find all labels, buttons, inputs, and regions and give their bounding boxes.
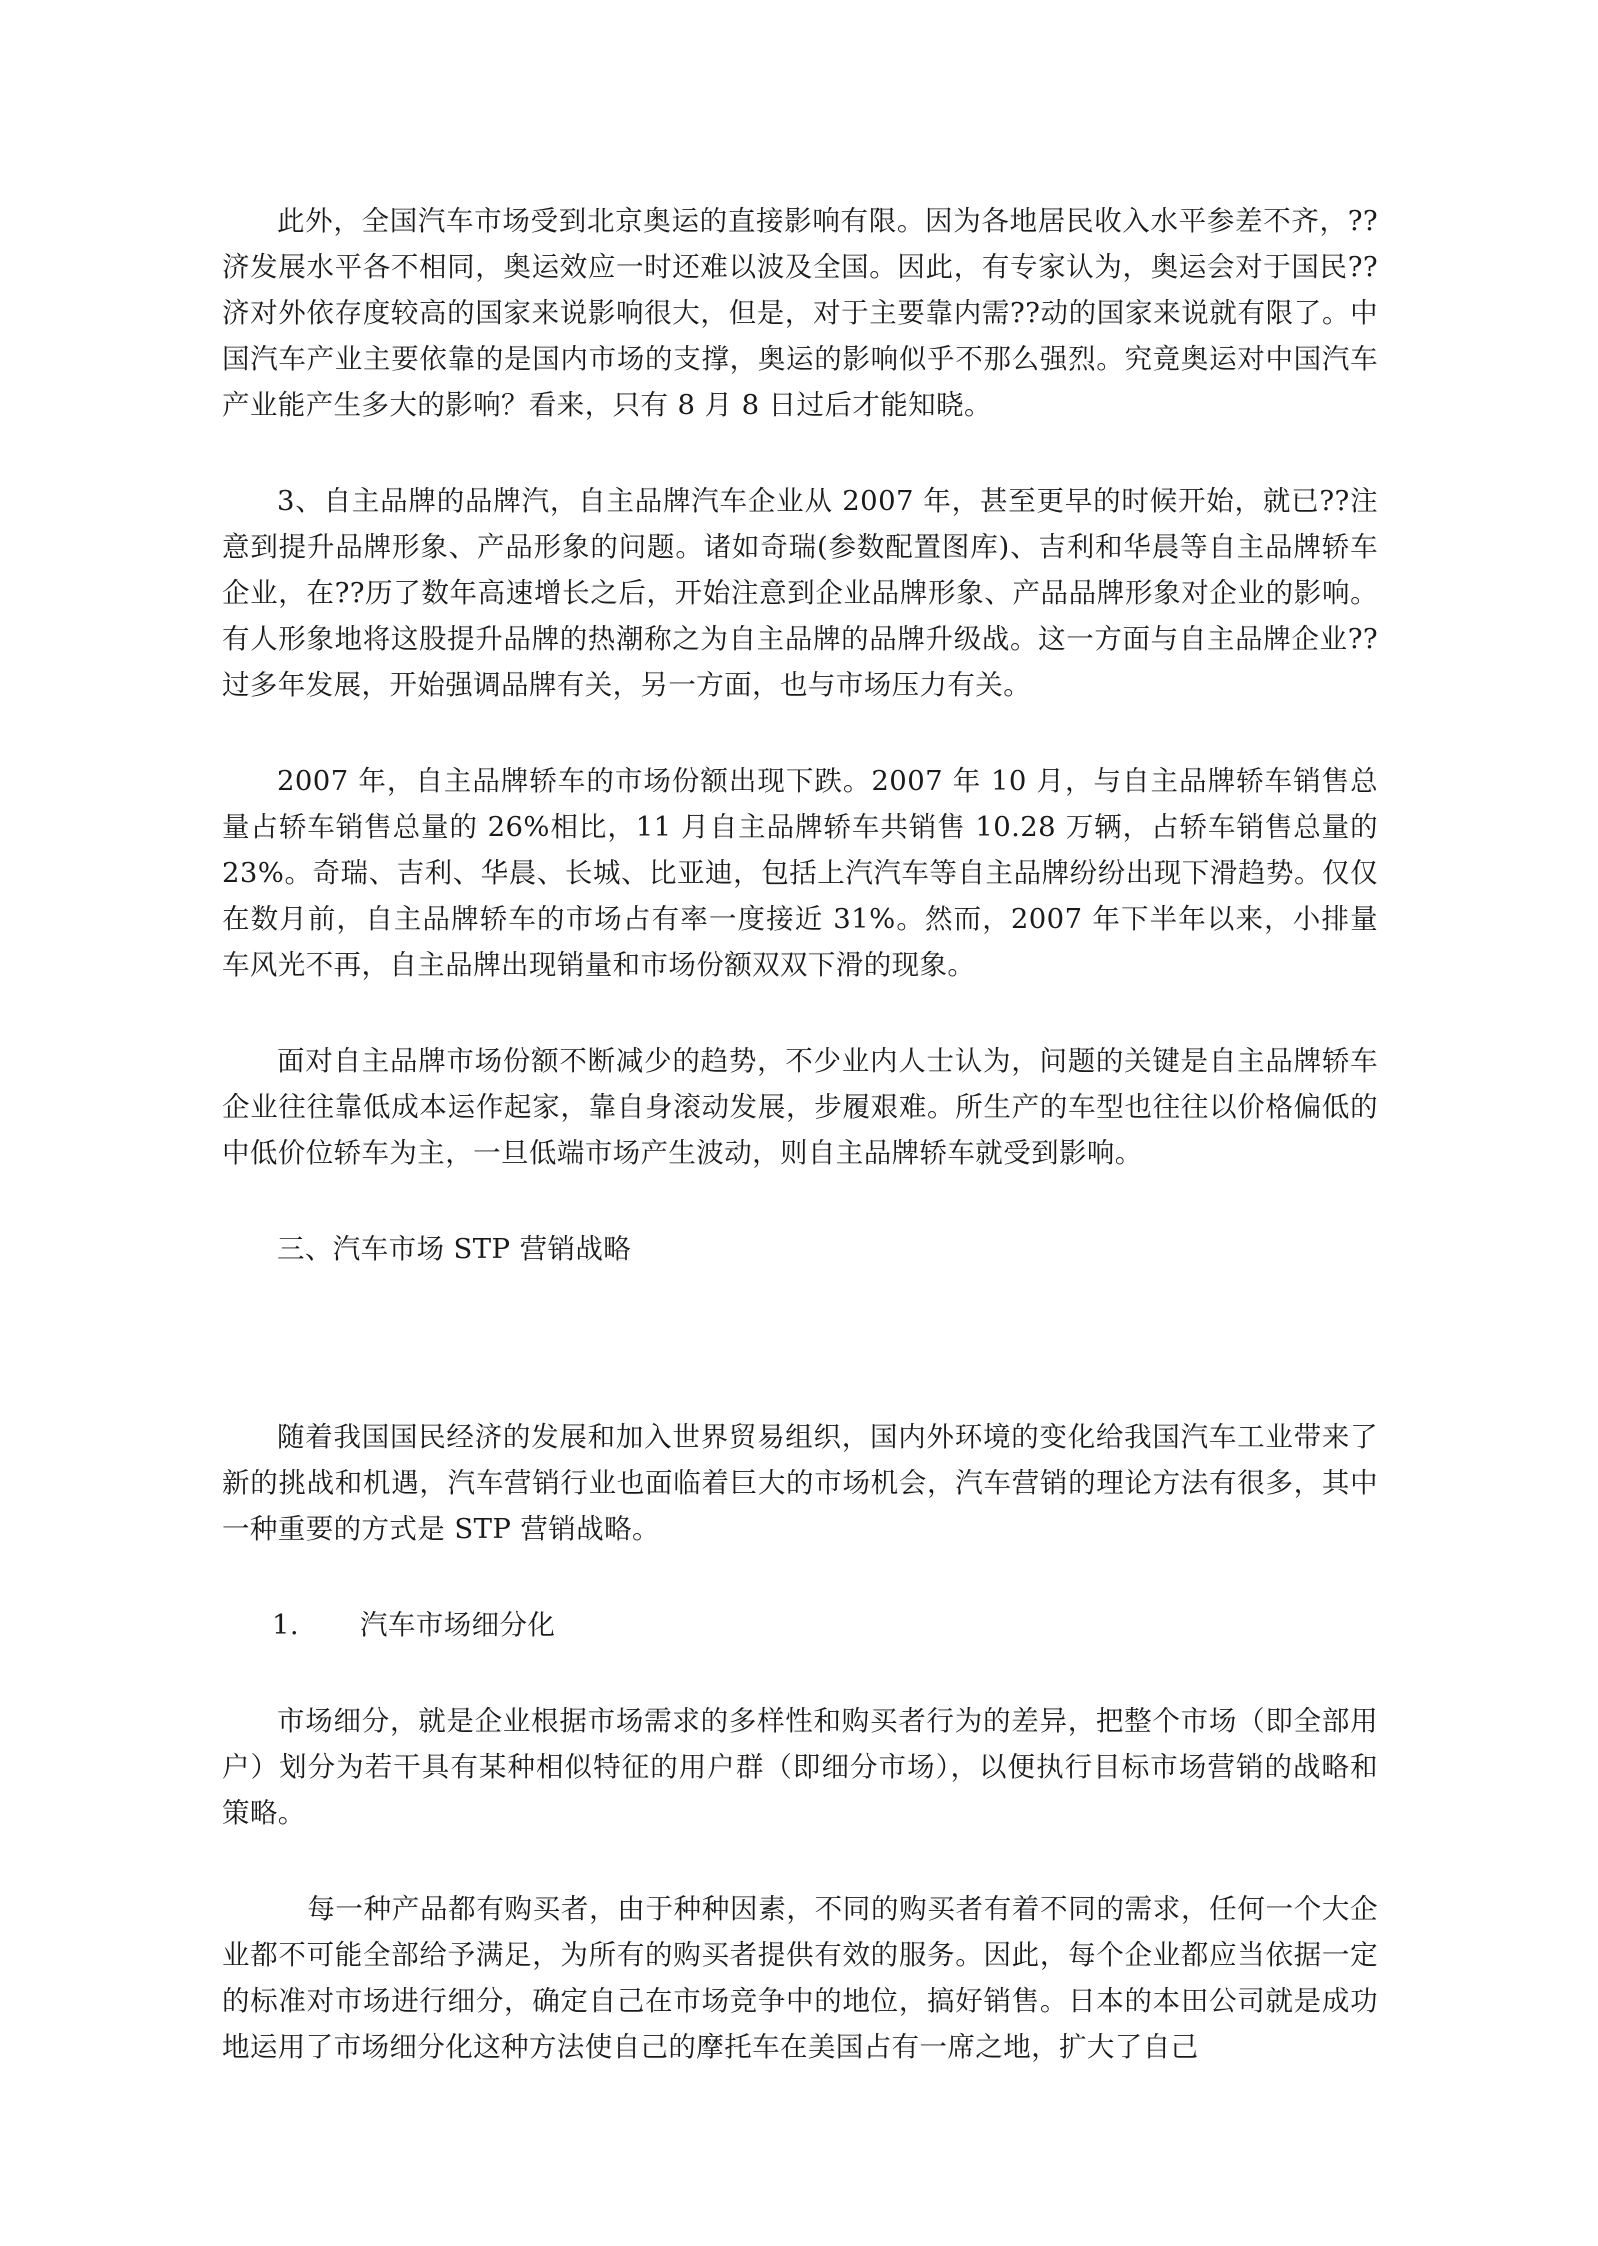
paragraph-own-brand-upgrade: 3、自主品牌的品牌汽，自主品牌汽车企业从 2007 年，甚至更早的时候开始，就已??注意到提升品牌形象、产品形象的问题。诸如奇瑞(参数配置图库)、吉利和华晨等自主品牌轿车企业，在??历了数年高速增长之后，开始注意到企业品牌形象、产品品牌形象对企业的影响。有人形象地将这股提升品牌的热潮称之为自主品牌的品牌升级战。这一方面与自主品牌企业??过多年发展，开始强调品牌有关，另一方面，也与市场压力有关。 xyxy=(222,485,1378,701)
section-heading-stp: 三、汽车市场 STP 营销战略 xyxy=(277,1233,632,1265)
list-number: 1. xyxy=(272,1609,300,1641)
list-heading-segmentation xyxy=(222,1602,1378,1648)
list-title: 汽车市场细分化 xyxy=(360,1609,556,1641)
paragraph-segmentation-definition: 市场细分，就是企业根据市场需求的多样性和购买者行为的差异，把整个市场（即全部用户）划分为若干具有某种相似特征的用户群（即细分市场），以便执行目标市场营销的战略和策略。 xyxy=(222,1705,1378,1829)
paragraph-low-cost-issue: 面对自主品牌市场份额不断减少的趋势，不少业内人士认为，问题的关键是自主品牌轿车企业往往靠低成本运作起家，靠自身滚动发展，步履艰难。所生产的车型也往往以价格偏低的中低价位轿车为主，一旦低端市场产生波动，则自主品牌轿车就受到影响。 xyxy=(222,1045,1378,1169)
paragraph-segmentation-honda: 每一种产品都有购买者，由于种种因素，不同的购买者有着不同的需求，任何一个大企业都不可能全部给予满足，为所有的购买者提供有效的服务。因此，每个企业都应当依据一定的标准对市场进行细分，确定自己在市场竞争中的地位，搞好销售。日本的本田公司就是成功地运用了市场细分化这种方法使自己的摩托车在美国占有一席之地，扩大了自己 xyxy=(222,1893,1378,2063)
paragraph-stp-intro: 随着我国国民经济的发展和加入世界贸易组织，国内外环境的变化给我国汽车工业带来了新的挑战和机遇，汽车营销行业也面临着巨大的市场机会，汽车营销的理论方法有很多，其中一种重要的方式是 STP 营销战略。 xyxy=(222,1421,1378,1545)
paragraph-market-share-decline: 2007 年，自主品牌轿车的市场份额出现下跌。2007 年 10 月，与自主品牌轿车销售总量占轿车销售总量的 26%相比，11 月自主品牌轿车共销售 10.28 万辆，占轿车销售总量的 23%。奇瑞、吉利、华晨、长城、比亚迪，包括上汽汽车等自主品牌纷纷出现下滑趋势。仅仅在数月前，自主品牌轿车的市场占有率一度接近 31%。然而，2007 年下半年以来，小排量车风光不再，自主品牌出现销量和市场份额双双下滑的现象。 xyxy=(222,765,1378,981)
paragraph-olympics-impact: 此外，全国汽车市场受到北京奥运的直接影响有限。因为各地居民收入水平参差不齐，??济发展水平各不相同，奥运效应一时还难以波及全国。因此，有专家认为，奥运会对于国民??济对外依存度较高的国家来说影响很大，但是，对于主要靠内需??动的国家来说就有限了。中国汽车产业主要依靠的是国内市场的支撑，奥运的影响似乎不那么强烈。究竟奥运对中国汽车产业能产生多大的影响？看来，只有 8 月 8 日过后才能知晓。 xyxy=(222,205,1378,421)
